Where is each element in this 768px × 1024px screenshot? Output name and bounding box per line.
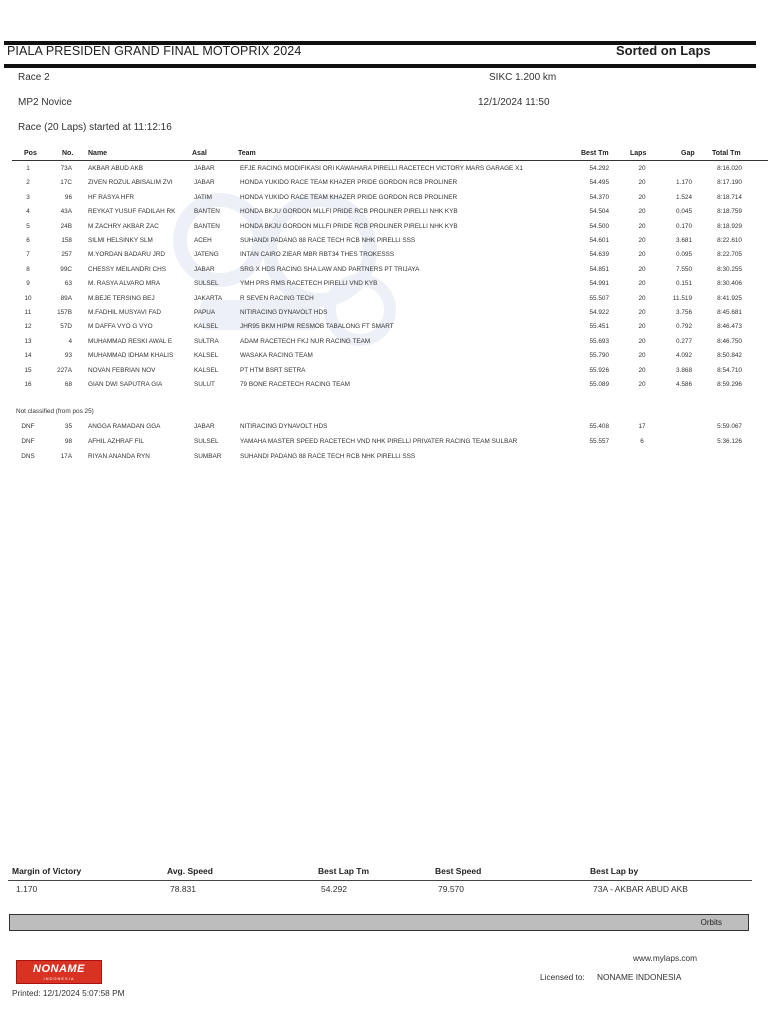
cell-laps: 20 [638,280,646,288]
cell-name: MUHAMMAD IDHAM KHALIS [88,352,174,360]
cell-pos: 12 [24,323,32,331]
cell-asal: SULTRA [194,337,219,345]
cell-total: 8:30.406 [717,280,742,288]
cell-team: HONDA BKJU GORDON MLLFI PRIDE RCB PROLINER PIRELLI NHK KYB [240,222,458,230]
cell-asal: JABAR [194,265,215,273]
cell-name: HF RASYA HFR [88,193,135,201]
cell-name: NOVAN FEBRIAN NOV [88,366,156,374]
cell-total: 8:16.020 [717,165,742,172]
track-label: SIKC 1.200 km [489,72,557,83]
cell-gap: 0.792 [676,323,692,331]
cell-laps: 20 [638,323,646,331]
cell-asal: SULSEL [194,280,219,288]
cell-total: 8:54.710 [717,366,742,374]
cell-team: R SEVEN RACING TECH [240,294,314,302]
table-row [0,367,768,381]
cell-no: 158 [61,237,72,244]
table-row [0,280,768,294]
cell-gap: 11.519 [672,294,692,302]
table-row [0,453,768,467]
col-gap: Gap [681,150,695,157]
license-value: NONAME INDONESIA [597,972,682,982]
cell-pos: 6 [26,237,30,244]
cell-name: GIAN DWI SAPUTRA GIA [88,381,163,388]
cell-asal: JATIM [194,193,212,201]
cell-pos: 14 [24,352,32,360]
avg-speed-value: 78.831 [170,884,196,894]
table-row [0,237,768,251]
best-lap-by-label: Best Lap by [590,866,639,876]
cell-best: 55.451 [589,323,609,331]
cell-pos: 10 [24,294,32,302]
cell-total: 8:18.759 [717,208,742,216]
cell-best: 55.408 [589,423,609,430]
cell-laps: 20 [638,165,646,172]
cell-team: 79 BONE RACETECH RACING TEAM [240,381,350,388]
col-asal: Asal [192,150,207,157]
cell-name: M. RASYA ALVARO MRA [88,280,161,288]
cell-gap: 0.045 [676,208,692,216]
cell-no: 17A [60,453,72,460]
noname-logo [16,960,102,984]
cell-best: 55.507 [589,294,609,302]
cell-total: 8:41.925 [717,294,742,302]
table-row [0,208,768,222]
cell-team: YMH PRS RMS RACETECH PIRELLI VND KYB [240,280,378,288]
cell-no: 57D [60,323,72,331]
margin-label: Margin of Victory [12,866,82,876]
cell-no: 17C [60,179,72,187]
cell-asal: ACEH [194,237,212,244]
cell-name: CHESSY MEILANDRI CHS [88,265,167,273]
cell-pos: 7 [26,251,30,259]
cell-asal: JABAR [194,179,215,187]
cell-laps: 20 [638,208,646,216]
cell-best: 54.639 [589,251,609,259]
cell-gap: 1.170 [676,179,692,187]
cell-asal: KALSEL [194,352,219,360]
cell-pos: 3 [26,193,30,201]
cell-no: 63 [64,280,72,288]
cell-team: SUHANDI PADANG 88 RACE TECH RCB NHK PIRELLI SSS [240,237,416,244]
col-no: No. [62,150,74,157]
cell-laps: 20 [638,309,646,316]
cell-total: 5:36.126 [717,438,742,445]
cell-laps: 20 [638,193,646,201]
cell-gap: 4.586 [676,381,692,388]
cell-asal: SULUT [194,381,215,388]
cell-pos: 1 [26,165,30,172]
table-row [0,323,768,337]
cell-asal: JAKARTA [194,294,223,302]
cell-best: 54.500 [589,222,609,230]
cell-team: JHR95 BKM HIPMI RESMOB TABALONG FT SMART [240,323,394,331]
cell-name: REYKAT YUSUF FADILAH RK [88,208,176,216]
license-label: Licensed to: [540,972,585,982]
cell-asal: KALSEL [194,366,219,374]
logo-subtext: INDONESIA [43,976,75,981]
best-speed-label: Best Speed [435,866,482,876]
table-row [0,251,768,265]
cell-no: 4 [68,337,72,345]
cell-pos: 13 [24,337,32,345]
cell-pos: DNF [21,438,35,445]
cell-name: M ZACHRY AKBAR ZAC [88,222,159,230]
cell-best: 55.790 [589,352,609,360]
cell-asal: JATENG [194,251,219,259]
cell-best: 55.926 [589,366,609,374]
cell-laps: 17 [638,423,646,430]
table-row [0,194,768,208]
cell-asal: BANTEN [194,222,220,230]
cell-no: 93 [64,352,72,360]
cell-total: 5:59.067 [717,423,742,430]
cell-best: 54.495 [589,179,609,187]
cell-gap: 0.151 [676,280,692,288]
cell-gap: 1.524 [676,193,692,201]
table-row [0,338,768,352]
cell-gap: 4.092 [676,352,692,360]
cell-team: INTAN CAIRO ZIEAR MBR RBT34 THES TROKESSS [240,251,395,259]
table-row [0,223,768,237]
cell-laps: 20 [638,337,646,345]
summary-rule [8,880,752,881]
cell-team: ADAM RACETECH FKJ NUR RACING TEAM [240,337,371,345]
cell-laps: 20 [638,265,646,273]
col-team: Team [238,150,256,157]
cell-best: 54.922 [589,309,609,316]
cell-asal: SUMBAR [194,453,222,460]
cell-total: 8:45.681 [717,309,742,316]
table-row [0,165,768,179]
cell-asal: SULSEL [194,438,219,445]
cell-name: MUHAMMAD RESKI AWAL E [88,337,173,345]
cell-no: 35 [64,423,72,430]
cell-total: 8:18.929 [717,222,742,230]
cell-pos: 11 [24,309,32,316]
orbits-bar [9,914,749,931]
cell-asal: KALSEL [194,323,219,331]
cell-total: 8:30.255 [717,265,742,273]
best-lap-by-value: 73A - AKBAR ABUD AKB [593,884,688,894]
cell-total: 8:59.296 [717,381,742,388]
best-lap-label: Best Lap Tm [318,866,370,876]
orbits-label: Orbits [700,918,722,927]
page-title: PIALA PRESIDEN GRAND FINAL MOTOPRIX 2024 [7,44,302,58]
cell-pos: DNF [21,423,35,430]
cell-best: 54.292 [589,165,609,172]
cell-asal: JABAR [194,423,215,430]
cell-team: NITIRACING DYNAVOLT HDS [240,309,328,316]
table-row [0,295,768,309]
cell-laps: 20 [638,222,646,230]
cell-laps: 20 [638,251,646,259]
cell-team: HONDA YUKIDO RACE TEAM KHAZER PRIDE GORDON RCB PROLINER [240,179,458,187]
cell-total: 8:50.842 [717,352,742,360]
cell-name: ANGGA RAMADAN GGA [88,423,161,430]
cell-pos: 5 [26,222,30,230]
cell-pos: 16 [24,381,32,388]
col-total: Total Tm [712,150,741,157]
cell-laps: 6 [640,438,644,445]
avg-speed-label: Avg. Speed [167,866,213,876]
cell-no: 157B [57,309,72,316]
col-pos: Pos [24,150,37,157]
cell-gap: 0.277 [676,337,692,345]
not-classified-label: Not classified (from pos 25) [16,408,94,415]
cell-name: AFHIL AZHRAF FIL [88,438,144,445]
logo-text: NONAME [33,963,85,975]
cell-pos: 9 [26,280,30,288]
col-best: Best Tm [581,150,609,157]
start-label: Race (20 Laps) started at 11:12:16 [18,122,172,133]
cell-laps: 20 [638,237,646,244]
cell-no: 96 [64,193,72,201]
cell-no: 43A [60,208,72,216]
cell-team: HONDA BKJU GORDON MLLFI PRIDE RCB PROLINER PIRELLI NHK KYB [240,208,458,216]
cell-best: 54.601 [589,237,609,244]
cell-total: 8:46.750 [717,337,742,345]
cell-best: 55.557 [589,438,609,445]
race-label: Race 2 [18,72,50,83]
cell-team: NITIRACING DYNAVOLT HDS [240,423,328,430]
table-row [0,352,768,366]
cell-total: 8:46.473 [717,323,742,331]
cell-asal: BANTEN [194,208,220,216]
cell-no: 73A [60,165,72,172]
class-label: MP2 Novice [18,97,72,108]
header-rule [4,64,756,68]
cell-team: SRG X HDS RACING SHA LAW AND PARTNERS PT TRIJAYA [240,265,420,273]
cell-best: 54.370 [589,193,609,201]
cell-team: EFJE RACING MODIFIKASI ORI KAWAHARA PIRELLI RACETECH VICTORY MARS GARAGE X1 [240,165,523,172]
table-row [0,438,768,452]
cell-team: HONDA YUKIDO RACE TEAM KHAZER PRIDE GORDON RCB PROLINER [240,193,458,201]
cell-no: 99C [60,265,72,273]
cell-laps: 20 [638,294,646,302]
cell-gap: 3.756 [676,309,692,316]
cell-name: SILMI HELSINKY SLM [88,237,153,244]
website-link[interactable]: www.mylaps.com [633,953,698,963]
table-row [0,266,768,280]
cell-laps: 20 [638,352,646,360]
cell-team: PT HTM BSRT SETRA [240,366,306,374]
best-speed-value: 79.570 [438,884,464,894]
cell-total: 8:18.714 [717,193,742,201]
printed-date: Printed: 12/1/2024 5:07:58 PM [12,988,125,998]
table-row [0,381,768,395]
cell-pos: DNS [21,453,35,460]
cell-gap: 3.681 [676,237,692,244]
cell-gap: 7.550 [676,265,692,273]
cell-best: 55.693 [589,337,609,345]
cell-total: 8:22.705 [717,251,742,259]
cell-best: 54.991 [589,280,609,288]
cell-team: YAMAHA MASTER SPEED RACETECH VND NHK PIRELLI PRIVATER RACING TEAM SULBAR [240,438,518,445]
cell-pos: 4 [26,208,30,216]
cell-total: 8:17.190 [717,179,742,187]
cell-no: 68 [64,381,72,388]
margin-value: 1.170 [16,884,38,894]
cell-name: RIYAN ANANDA RYN [88,453,150,460]
cell-best: 55.089 [589,381,609,388]
best-lap-value: 54.292 [321,884,347,894]
cell-asal: JABAR [194,165,215,172]
cell-team: WASAKA RACING TEAM [240,352,313,360]
cell-name: M.YORDAN BADARU JRD [88,251,166,259]
col-name: Name [88,150,108,157]
col-laps: Laps [630,150,647,157]
cell-name: AKBAR ABUD AKB [88,165,144,172]
date-label: 12/1/2024 11:50 [478,97,550,108]
cell-pos: 8 [26,265,30,273]
cell-no: 24B [60,222,72,230]
cell-no: 89A [60,294,72,302]
cell-best: 54.851 [589,265,609,273]
cell-name: M.BEJE TERSING BEJ [88,294,155,302]
header-underline [12,160,768,161]
cell-laps: 20 [638,366,646,374]
cell-no: 257 [61,251,72,259]
table-row [0,309,768,323]
table-row [0,423,768,437]
cell-gap: 0.170 [676,222,692,230]
cell-gap: 3.868 [676,366,692,374]
cell-asal: PAPUA [194,309,216,316]
cell-pos: 2 [26,179,30,187]
cell-gap: 0.095 [676,251,692,259]
cell-pos: 15 [24,366,32,374]
cell-name: ZIVEN ROZUL ABISALIM ZVI [88,179,173,187]
sort-label: Sorted on Laps [616,43,711,58]
cell-best: 54.504 [589,208,609,216]
cell-laps: 20 [638,381,646,388]
cell-laps: 20 [638,179,646,187]
table-row [0,179,768,193]
cell-name: M.FADHIL MUSYAVI FAD [88,309,162,316]
cell-no: 98 [64,438,72,445]
cell-name: M DAFFA VYO G VYO [88,323,153,331]
cell-team: SUHANDI PADANG 88 RACE TECH RCB NHK PIRELLI SSS [240,453,416,460]
cell-no: 227A [57,366,72,374]
cell-total: 8:22.610 [717,237,742,244]
